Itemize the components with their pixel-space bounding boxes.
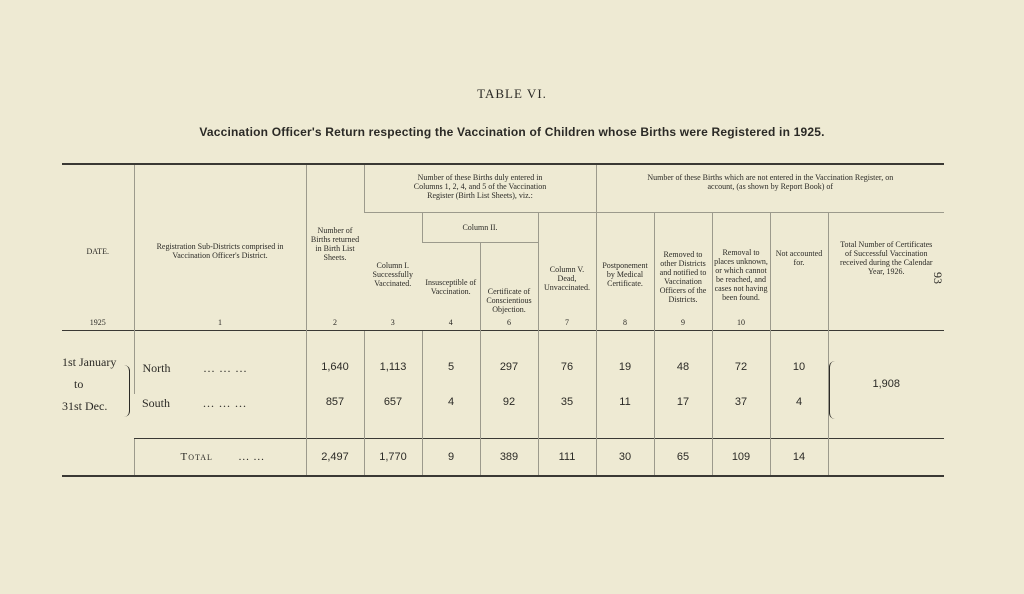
- header-conscientious: Certificate of Conscientious Objection. 6: [480, 242, 538, 330]
- total-vaccinated: 1,770: [364, 438, 422, 476]
- south-postponement: 11: [596, 394, 654, 438]
- vaccination-return-table: [62, 163, 944, 477]
- total-certificates-value: 1,908: [872, 378, 901, 390]
- table-row-north: [62, 330, 944, 394]
- north-vaccinated: 1,113: [364, 330, 422, 394]
- header-districts: Registration Sub-Districts comprised in Vaccination Officer's District. 1: [134, 164, 306, 330]
- header-entered-group: Number of these Births duly entered in Columns 1, 2, 4, and 5 of the Vaccination Register (Birth List Sheets), viz.:: [364, 164, 596, 212]
- left-brace: [123, 365, 130, 417]
- header-removed-districts: Removed to other Districts and notified to Vaccination Officers of the Districts. 9: [654, 212, 712, 330]
- total-certificates-cell: [828, 330, 944, 438]
- total-births: 2,497: [306, 438, 364, 476]
- date-until: 31st Dec.: [62, 399, 108, 414]
- header-col-ii: Column II.: [422, 212, 538, 242]
- header-births-returned: Number of Births returned in Birth List Sheets. 2: [306, 164, 364, 330]
- table-title: TABLE VI.: [477, 86, 547, 101]
- header-not-entered-group: Number of these Births which are not entered in the Vaccination Register, on account, (as shown by Report Book) of: [596, 164, 944, 212]
- header-not-accounted: Not accounted for.: [770, 212, 828, 330]
- north-removed: 48: [654, 330, 712, 394]
- north-dead: 76: [538, 330, 596, 394]
- district-north: North ... ... ...: [134, 330, 306, 394]
- header-col-i: Column I. Successfully Vaccinated. 3: [372, 260, 413, 327]
- date-from: 1st January: [62, 355, 117, 370]
- north-insusceptible: 5: [422, 330, 480, 394]
- date-to-word: to: [74, 377, 84, 392]
- total-dead: 111: [538, 438, 596, 476]
- south-insusceptible: 4: [422, 394, 480, 438]
- total-conscientious: 389: [480, 438, 538, 476]
- total-unknown: 109: [712, 438, 770, 476]
- north-postponement: 19: [596, 330, 654, 394]
- total-removed: 65: [654, 438, 712, 476]
- south-conscientious: 92: [480, 394, 538, 438]
- south-removed: 17: [654, 394, 712, 438]
- north-not-accounted: 10: [770, 330, 828, 394]
- north-births: 1,640: [306, 330, 364, 394]
- total-label: Total ... ...: [134, 438, 306, 476]
- right-brace: [829, 361, 836, 419]
- south-not-accounted: 4: [770, 394, 828, 438]
- south-dead: 35: [538, 394, 596, 438]
- south-unknown: 37: [712, 394, 770, 438]
- header-total-certificates: Total Number of Certificates of Successful Vaccination received during the Calendar Year, 1926.: [828, 212, 944, 330]
- district-south: South ... ... ...: [142, 396, 248, 410]
- table-subtitle: Vaccination Officer's Return respecting the Vaccination of Children whose Births were Registered in 1925.: [199, 125, 825, 139]
- table-row-south: [62, 394, 944, 438]
- total-insusceptible: 9: [422, 438, 480, 476]
- table-row-total: [62, 438, 944, 476]
- total-date-blank: [62, 438, 134, 476]
- header-postponement: Postponement by Medical Certificate. 8: [596, 212, 654, 330]
- header-removal-unknown: Removal to places unknown, or which cannot be reached, and cases not having been found. 10: [712, 212, 770, 330]
- south-vaccinated: 657: [364, 394, 422, 438]
- north-unknown: 72: [712, 330, 770, 394]
- header-col-v: Column V. Dead, Unvaccinated. 7: [538, 212, 596, 330]
- page-number: 93: [931, 272, 945, 284]
- header-insusceptible: Insusceptible of Vaccination. 4: [425, 277, 477, 327]
- total-postponement: 30: [596, 438, 654, 476]
- north-conscientious: 297: [480, 330, 538, 394]
- total-not-accounted: 14: [770, 438, 828, 476]
- date-range: [62, 330, 134, 438]
- header-date: DATE. 1925: [86, 246, 109, 327]
- total-certificates-blank: [828, 438, 944, 476]
- south-births: 857: [306, 394, 364, 438]
